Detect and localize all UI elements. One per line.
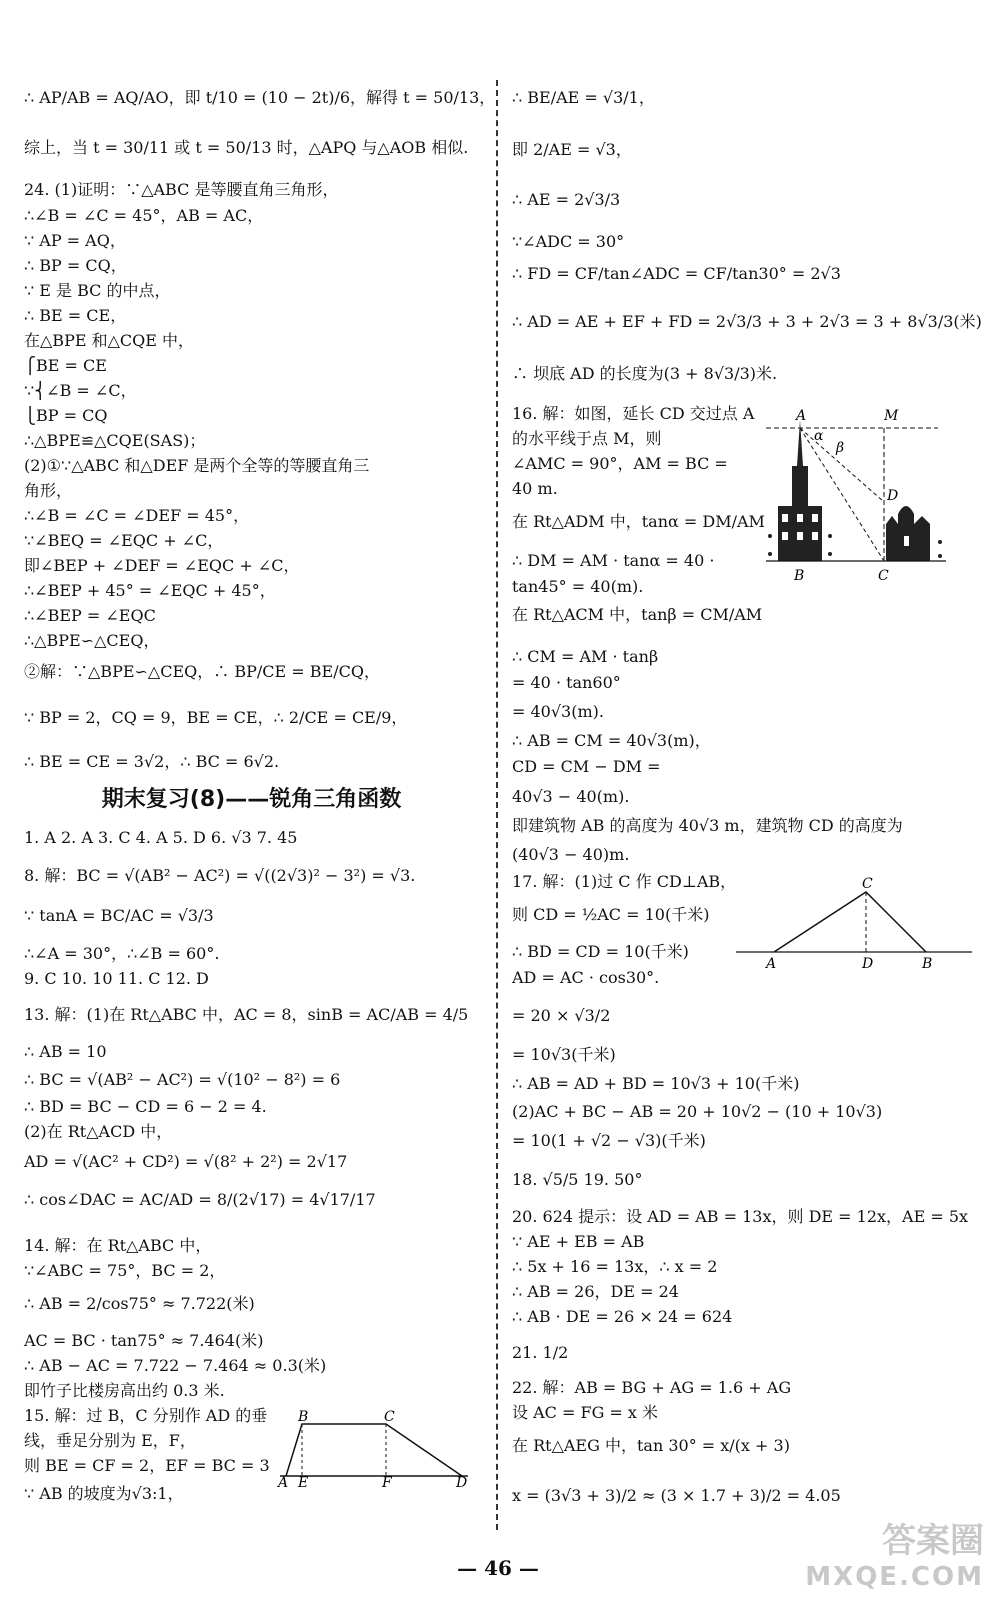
- text-line: 24. (1)证明：∵△ABC 是等腰直角三角形，: [24, 180, 339, 199]
- fig15-label: D: [456, 1475, 468, 1488]
- text-line: = 10(1 + √2 − √3)(千米): [512, 1131, 706, 1150]
- text-line: 则 CD = ½AC = 10(千米): [512, 905, 710, 924]
- text-line: ∵ AB 的坡度为√3:1，: [24, 1484, 184, 1503]
- text-line: 在 Rt△ADM 中，tanα = DM/AM: [512, 512, 765, 531]
- text-line: 即建筑物 AB 的高度为 40√3 m，建筑物 CD 的高度为: [512, 816, 903, 835]
- fig17-label: A: [766, 956, 777, 972]
- figure-17-triangle: [736, 874, 976, 972]
- text-line: ∴ BD = CD = 10(千米): [512, 942, 689, 961]
- text-line: 设 AC = FG = x 米: [512, 1403, 659, 1422]
- text-line: 在△BPE 和△CQE 中，: [24, 331, 195, 350]
- text-line: 即 2/AE = √3，: [512, 140, 632, 159]
- text-line: ∴ AP/AB = AQ/AO，即 t/10 = (10 − 2t)/6，解得 t = 50/13，: [24, 88, 496, 107]
- text-line: ∵⎨∠B = ∠C，: [24, 381, 137, 400]
- text-line: (2)在 Rt△ACD 中，: [24, 1122, 173, 1141]
- text-line: ∴ BE = CE = 3√2，∴ BC = 6√2.: [24, 752, 280, 771]
- text-line: ∵ tanA = BC/AC = √3/3: [24, 906, 214, 925]
- text-line: ∠AMC = 90°，AM = BC =: [512, 454, 728, 473]
- text-line: ∵ E 是 BC 的中点，: [24, 281, 171, 300]
- text-line: ∴ AB = AD + BD = 10√3 + 10(千米): [512, 1074, 800, 1093]
- text-line: ∴ AB · DE = 26 × 24 = 624: [512, 1307, 733, 1326]
- text-line: 在 Rt△ACM 中，tanβ = CM/AM: [512, 605, 763, 624]
- text-line: ∴ DM = AM · tanα = 40 ·: [512, 551, 715, 570]
- text-line: ∴ BE/AE = √3/1，: [512, 88, 655, 107]
- text-line: 17. 解：(1)过 C 作 CD⊥AB，: [512, 872, 737, 891]
- figure-15-trapezoid: [272, 1408, 477, 1488]
- text-line: x = (3√3 + 3)/2 ≈ (3 × 1.7 + 3)/2 = 4.05: [512, 1486, 841, 1505]
- text-line: ②解：∵△BPE∽△CEQ，∴ BP/CE = BE/CQ，: [24, 662, 380, 681]
- text-line: = 40 · tan60°: [512, 673, 621, 692]
- text-line: ∴ AB = CM = 40√3(m)，: [512, 731, 711, 750]
- text-line: ∴∠B = ∠C = ∠DEF = 45°，: [24, 506, 250, 525]
- text-line: ∴ cos∠DAC = AC/AD = 8/(2√17) = 4√17/17: [24, 1190, 376, 1209]
- text-line: 18. √5/5 19. 50°: [512, 1170, 643, 1189]
- text-line: ∴ AE = 2√3/3: [512, 190, 621, 209]
- text-line: ∴ AD = AE + EF + FD = 2√3/3 + 3 + 2√3 = 3 + 8√3/3(米): [512, 312, 982, 331]
- text-line: ∴∠BEP + 45° = ∠EQC + 45°，: [24, 581, 276, 600]
- text-line: 13. 解：(1)在 Rt△ABC 中，AC = 8，sinB = AC/AB = 4/5: [24, 1005, 469, 1024]
- fig16-label: C: [878, 568, 889, 584]
- fig17-label: C: [862, 876, 873, 892]
- text-line: ∴ AB − AC = 7.722 − 7.464 ≈ 0.3(米): [24, 1356, 327, 1375]
- fig16-label: B: [794, 568, 805, 584]
- fig15-label: A: [278, 1475, 289, 1488]
- fig17-label: D: [862, 956, 874, 972]
- text-line: ∴ BC = √(AB² − AC²) = √(10² − 8²) = 6: [24, 1070, 341, 1089]
- text-line: 8. 解：BC = √(AB² − AC²) = √((2√3)² − 3²) = √3.: [24, 866, 416, 885]
- text-line: 综上，当 t = 30/11 或 t = 50/13 时，△APQ 与△AOB 相似.: [24, 138, 469, 157]
- text-line: 15. 解：过 B，C 分别作 AD 的垂: [24, 1406, 268, 1425]
- text-line: 角形，: [24, 481, 73, 500]
- fig16-label: α: [814, 428, 824, 444]
- text-line: ∵∠ADC = 30°: [512, 232, 625, 251]
- text-line: AD = √(AC² + CD²) = √(8² + 2²) = 2√17: [24, 1152, 348, 1171]
- text-line: 21. 1/2: [512, 1343, 569, 1362]
- text-line: AD = AC · cos30°.: [512, 968, 660, 987]
- text-line: ∴ FD = CF/tan∠ADC = CF/tan30° = 2√3: [512, 264, 841, 283]
- text-line: ∴∠BEP = ∠EQC: [24, 606, 156, 625]
- text-line: 则 BE = CF = 2，EF = BC = 3: [24, 1456, 270, 1475]
- text-line: ∴ 5x + 16 = 13x，∴ x = 2: [512, 1257, 718, 1276]
- fig16-label: A: [796, 408, 807, 424]
- text-line: ∴ BE = CE，: [24, 306, 127, 325]
- section-title: 期末复习(8)——锐角三角函数: [101, 787, 402, 812]
- text-line: (40√3 − 40)m.: [512, 845, 630, 864]
- text-line: CD = CM − DM =: [512, 757, 661, 776]
- text-line: AC = BC · tan75° ≈ 7.464(米): [24, 1331, 264, 1350]
- column-divider: [496, 80, 498, 1530]
- text-line: ∵ AP = AQ，: [24, 231, 126, 250]
- text-line: tan45° = 40(m).: [512, 577, 644, 596]
- text-line: 40√3 − 40(m).: [512, 787, 630, 806]
- text-line: 线，垂足分别为 E，F，: [24, 1431, 196, 1450]
- figure-16-buildings: [766, 406, 950, 584]
- text-line: = 40√3(m).: [512, 702, 604, 721]
- text-line: ⎧BE = CE: [24, 356, 107, 375]
- text-line: ∴ BP = CQ，: [24, 256, 127, 275]
- text-line: ∴△BPE∽△CEQ，: [24, 631, 160, 650]
- text-line: = 20 × √3/2: [512, 1006, 611, 1025]
- text-line: 1. A 2. A 3. C 4. A 5. D 6. √3 7. 45: [24, 828, 298, 847]
- text-line: ∴ BD = BC − CD = 6 − 2 = 4.: [24, 1097, 267, 1116]
- text-line: (2)AC + BC − AB = 20 + 10√2 − (10 + 10√3): [512, 1102, 883, 1121]
- text-line: 即∠BEP + ∠DEF = ∠EQC + ∠C，: [24, 556, 300, 575]
- text-line: ∵ AE + EB = AB: [512, 1232, 645, 1251]
- fig15-label: C: [384, 1409, 395, 1425]
- fig17-label: B: [922, 956, 933, 972]
- text-line: ∴ 坝底 AD 的长度为(3 + 8√3/3)米.: [512, 364, 778, 383]
- text-line: ∴ AB = 10: [24, 1042, 107, 1061]
- watermark-logo: 答案圈 MXQE.COM: [805, 1521, 984, 1592]
- text-line: 16. 解：如图，延长 CD 交过点 A: [512, 404, 755, 423]
- text-line: ∴ AB = 26，DE = 24: [512, 1282, 679, 1301]
- page-number: — 46 —: [457, 1556, 539, 1580]
- fig15-label: B: [298, 1409, 309, 1425]
- text-line: 22. 解：AB = BG + AG = 1.6 + AG: [512, 1378, 792, 1397]
- fig15-label: E: [298, 1475, 309, 1488]
- text-line: (2)①∵△ABC 和△DEF 是两个全等的等腰直角三: [24, 456, 370, 475]
- fig16-label: M: [884, 408, 899, 424]
- fig16-label: D: [887, 488, 899, 504]
- text-line: 的水平线于点 M，则: [512, 429, 662, 448]
- text-line: ∴∠A = 30°，∴∠B = 60°.: [24, 944, 220, 963]
- text-line: 14. 解：在 Rt△ABC 中，: [24, 1236, 212, 1255]
- text-line: ∴ AB = 2/cos75° ≈ 7.722(米): [24, 1294, 255, 1313]
- text-line: ∵∠BEQ = ∠EQC + ∠C，: [24, 531, 224, 550]
- fig15-label: F: [382, 1475, 392, 1488]
- text-line: ∴△BPE≌△CQE(SAS)；: [24, 431, 206, 450]
- text-line: ∴∠B = ∠C = 45°，AB = AC，: [24, 206, 264, 225]
- text-line: 40 m.: [512, 479, 558, 498]
- text-line: 在 Rt△AEG 中，tan 30° = x/(x + 3): [512, 1436, 790, 1455]
- text-line: 即竹子比楼房高出约 0.3 米.: [24, 1381, 225, 1400]
- text-line: = 10√3(千米): [512, 1045, 616, 1064]
- text-line: 9. C 10. 10 11. C 12. D: [24, 969, 209, 988]
- text-line: ∵ BP = 2，CQ = 9，BE = CE，∴ 2/CE = CE/9，: [24, 708, 408, 727]
- text-line: ∴ CM = AM · tanβ: [512, 647, 659, 666]
- text-line: ∵∠ABC = 75°，BC = 2，: [24, 1261, 226, 1280]
- fig16-label: β: [836, 440, 845, 456]
- text-line: 20. 624 提示：设 AD = AB = 13x，则 DE = 12x，AE = 5x: [512, 1207, 969, 1226]
- text-line: ⎩BP = CQ: [24, 406, 108, 425]
